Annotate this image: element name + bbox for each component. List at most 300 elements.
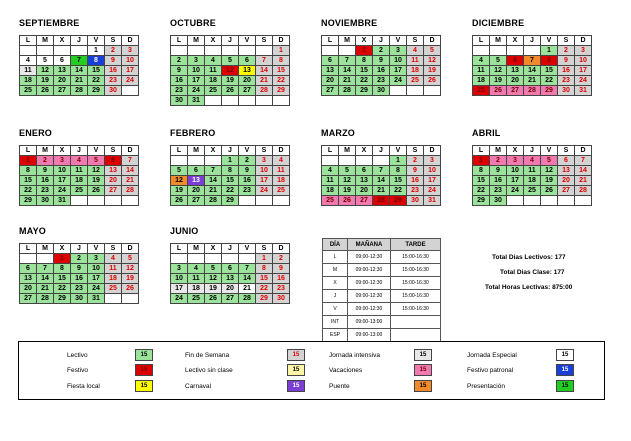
day-cell: 25 (20, 86, 37, 96)
empty-cell (37, 254, 54, 264)
day-cell: 20 (20, 284, 37, 294)
weekday-header: V (390, 36, 407, 46)
weekday-header: M (37, 146, 54, 156)
weekday-header: S (256, 36, 273, 46)
day-cell: 30 (37, 196, 54, 206)
day-cell: 5 (222, 56, 239, 66)
empty-cell (339, 46, 356, 56)
day-cell: 10 (424, 166, 441, 176)
day-cell: 10 (256, 166, 273, 176)
month-title: ABRIL (472, 128, 501, 138)
day-cell: 16 (558, 66, 575, 76)
day-cell: 17 (575, 66, 592, 76)
weekday-header: L (473, 36, 490, 46)
day-cell: 22 (20, 186, 37, 196)
day-cell: 15 (256, 274, 273, 284)
weekday-header: J (373, 36, 390, 46)
day-cell: 16 (37, 176, 54, 186)
weekday-header: M (490, 146, 507, 156)
weekday-header: X (54, 244, 71, 254)
day-cell: 11 (105, 264, 122, 274)
empty-cell (71, 196, 88, 206)
weekday-header: S (558, 36, 575, 46)
day-cell: 19 (88, 176, 105, 186)
day-cell: 22 (473, 186, 490, 196)
day-cell: 23 (407, 186, 424, 196)
weekday-header: X (507, 36, 524, 46)
day-cell: 28 (205, 196, 222, 206)
day-cell: 27 (239, 86, 256, 96)
day-cell: 10 (88, 264, 105, 274)
day-cell: 3 (390, 46, 407, 56)
day-cell: 28 (339, 86, 356, 96)
weekday-header: J (222, 244, 239, 254)
day-cell: 20 (54, 76, 71, 86)
weekday-header: M (188, 244, 205, 254)
empty-cell (222, 46, 239, 56)
weekday-header: X (356, 146, 373, 156)
weekday-header: V (390, 146, 407, 156)
day-cell: 17 (88, 274, 105, 284)
empty-cell (558, 196, 575, 206)
day-cell: 3 (122, 46, 139, 56)
day-cell: 11 (524, 166, 541, 176)
empty-cell (188, 254, 205, 264)
day-cell: 29 (222, 196, 239, 206)
day-cell: 8 (88, 56, 105, 66)
day-cell: 26 (424, 76, 441, 86)
day-cell: 22 (54, 284, 71, 294)
month-mayo (19, 225, 139, 304)
day-cell: 6 (54, 56, 71, 66)
day-cell: 4 (322, 166, 339, 176)
legend-label: Vacaciones (329, 367, 363, 374)
empty-cell (524, 46, 541, 56)
weekday-header: M (37, 36, 54, 46)
day-cell: 3 (188, 56, 205, 66)
day-cell: 6 (507, 56, 524, 66)
day-cell: 15 (273, 66, 290, 76)
day-cell: 8 (256, 264, 273, 274)
day-cell: 29 (541, 86, 558, 96)
empty-cell (205, 46, 222, 56)
day-cell: 25 (322, 196, 339, 206)
day-cell: 10 (54, 166, 71, 176)
weekday-header: S (407, 146, 424, 156)
weekday-header: S (256, 146, 273, 156)
month-noviembre (321, 17, 441, 96)
empty-cell (105, 294, 122, 304)
legend-label: Jornada intensiva (329, 352, 380, 359)
day-cell: 14 (256, 66, 273, 76)
empty-cell (490, 46, 507, 56)
empty-cell (256, 96, 273, 106)
day-cell: 13 (507, 66, 524, 76)
day-cell: 19 (171, 186, 188, 196)
day-cell: 7 (575, 156, 592, 166)
day-cell: 28 (122, 186, 139, 196)
legend-swatch: 15 (556, 349, 574, 361)
day-cell: 27 (54, 86, 71, 96)
day-cell: 29 (356, 86, 373, 96)
day-cell: 26 (37, 86, 54, 96)
day-cell: 16 (273, 274, 290, 284)
day-cell: 11 (205, 66, 222, 76)
day-cell: 22 (88, 76, 105, 86)
month-diciembre (472, 17, 592, 96)
empty-cell (507, 46, 524, 56)
day-cell: 21 (575, 176, 592, 186)
day-cell: 1 (356, 46, 373, 56)
day-cell: 18 (105, 274, 122, 284)
day-cell: 8 (20, 166, 37, 176)
day-cell: 22 (390, 186, 407, 196)
day-cell: 15 (356, 66, 373, 76)
total-dias-lectivos: Total Dias Lectivos: 177 (492, 254, 566, 261)
day-cell: 11 (273, 166, 290, 176)
day-cell: 4 (524, 156, 541, 166)
weekday-header: X (356, 36, 373, 46)
day-cell: 5 (171, 166, 188, 176)
day-cell: 17 (54, 176, 71, 186)
day-cell: 8 (222, 166, 239, 176)
day-cell: 23 (37, 186, 54, 196)
weekday-header: V (541, 146, 558, 156)
day-cell: 2 (37, 156, 54, 166)
empty-cell (239, 96, 256, 106)
day-cell: 31 (88, 294, 105, 304)
legend-swatch: 15 (287, 349, 305, 361)
weekday-header: D (122, 36, 139, 46)
day-cell: 19 (205, 284, 222, 294)
day-cell: 4 (105, 254, 122, 264)
weekday-header: L (322, 36, 339, 46)
legend-label: Fiesta local (67, 383, 100, 390)
day-cell: 7 (256, 56, 273, 66)
total-horas-lectivas: Total Horas Lectivas: 875:00 (485, 284, 573, 291)
month-title: FEBRERO (170, 128, 216, 138)
weekday-header: V (88, 146, 105, 156)
day-cell: 30 (71, 294, 88, 304)
day-cell: 16 (239, 176, 256, 186)
day-cell: 26 (490, 86, 507, 96)
day-cell: 21 (239, 284, 256, 294)
empty-cell (575, 196, 592, 206)
empty-cell (205, 96, 222, 106)
day-cell: 29 (88, 86, 105, 96)
weekday-header: J (373, 146, 390, 156)
weekday-header: D (273, 146, 290, 156)
day-cell: 15 (222, 176, 239, 186)
legend-label: Festivo patronal (467, 367, 514, 374)
legend-label: Presentación (467, 383, 505, 390)
day-cell: 20 (105, 176, 122, 186)
day-cell: 9 (407, 166, 424, 176)
empty-cell (88, 196, 105, 206)
day-cell: 21 (256, 76, 273, 86)
day-cell: 11 (473, 66, 490, 76)
day-cell: 13 (188, 176, 205, 186)
day-cell: 21 (339, 76, 356, 86)
day-cell: 8 (541, 56, 558, 66)
day-cell: 27 (20, 294, 37, 304)
day-cell: 4 (188, 264, 205, 274)
weekday-header: L (171, 146, 188, 156)
weekday-header: D (424, 146, 441, 156)
day-cell: 15 (20, 176, 37, 186)
day-cell: 15 (473, 176, 490, 186)
schedule-cell: 09:00-13:00 (348, 329, 391, 342)
day-cell: 14 (524, 66, 541, 76)
day-cell: 19 (490, 76, 507, 86)
day-cell: 16 (171, 76, 188, 86)
day-cell: 1 (256, 254, 273, 264)
day-cell: 2 (239, 156, 256, 166)
legend-swatch: 15 (135, 364, 153, 376)
day-cell: 24 (507, 186, 524, 196)
day-cell: 20 (222, 284, 239, 294)
day-cell: 14 (71, 66, 88, 76)
weekday-header: X (54, 146, 71, 156)
legend-swatch: 15 (414, 349, 432, 361)
day-cell: 17 (390, 66, 407, 76)
schedule-cell: X (323, 277, 348, 290)
empty-cell (122, 294, 139, 304)
empty-cell (122, 196, 139, 206)
day-cell: 10 (122, 56, 139, 66)
day-cell: 9 (558, 56, 575, 66)
day-cell: 23 (490, 186, 507, 196)
legend-label: Fin de Semana (185, 352, 230, 359)
day-cell: 16 (105, 66, 122, 76)
day-cell: 18 (273, 176, 290, 186)
day-cell: 22 (222, 186, 239, 196)
day-cell: 18 (188, 284, 205, 294)
day-cell: 3 (424, 156, 441, 166)
weekday-header: L (322, 146, 339, 156)
day-cell: 30 (558, 86, 575, 96)
day-cell: 26 (541, 186, 558, 196)
schedule-cell: 15:00-16:30 (391, 303, 441, 316)
empty-cell (322, 156, 339, 166)
day-cell: 13 (322, 66, 339, 76)
day-cell: 4 (20, 56, 37, 66)
day-cell: 24 (171, 294, 188, 304)
legend (18, 341, 605, 400)
empty-cell (171, 156, 188, 166)
day-cell: 21 (122, 176, 139, 186)
day-cell: 25 (524, 186, 541, 196)
empty-cell (239, 46, 256, 56)
day-cell: 22 (256, 284, 273, 294)
day-cell: 31 (575, 86, 592, 96)
day-cell: 18 (473, 76, 490, 86)
day-cell: 29 (20, 196, 37, 206)
day-cell: 7 (339, 56, 356, 66)
day-cell: 13 (105, 166, 122, 176)
schedule-cell: INT (323, 316, 348, 329)
day-cell: 12 (171, 176, 188, 186)
empty-cell (20, 254, 37, 264)
weekday-header: S (558, 146, 575, 156)
month-title: SEPTIEMBRE (19, 18, 80, 28)
day-cell: 3 (575, 46, 592, 56)
day-cell: 11 (188, 274, 205, 284)
schedule-cell (391, 316, 441, 329)
month-febrero (170, 127, 290, 206)
day-cell: 30 (490, 196, 507, 206)
day-cell: 8 (356, 56, 373, 66)
day-cell: 7 (205, 166, 222, 176)
day-cell: 19 (541, 176, 558, 186)
day-cell: 13 (20, 274, 37, 284)
day-cell: 6 (105, 156, 122, 166)
day-cell: 19 (122, 274, 139, 284)
weekday-header: M (490, 36, 507, 46)
day-cell: 30 (171, 96, 188, 106)
weekday-header: S (256, 244, 273, 254)
day-cell: 28 (256, 86, 273, 96)
empty-cell (424, 86, 441, 96)
day-cell: 11 (71, 166, 88, 176)
day-cell: 12 (490, 66, 507, 76)
empty-cell (105, 196, 122, 206)
day-cell: 1 (20, 156, 37, 166)
day-cell: 3 (171, 264, 188, 274)
day-cell: 27 (222, 294, 239, 304)
day-cell: 1 (88, 46, 105, 56)
day-cell: 14 (339, 66, 356, 76)
weekday-header: M (37, 244, 54, 254)
month-abril (472, 127, 592, 206)
empty-cell (273, 196, 290, 206)
weekday-header: V (239, 36, 256, 46)
day-cell: 21 (37, 284, 54, 294)
schedule-cell: 15:00-16:30 (391, 277, 441, 290)
day-cell: 23 (171, 86, 188, 96)
day-cell: 14 (239, 274, 256, 284)
empty-cell (273, 96, 290, 106)
schedule-cell: L (323, 251, 348, 264)
day-cell: 25 (205, 86, 222, 96)
day-cell: 14 (575, 166, 592, 176)
empty-cell (541, 196, 558, 206)
day-cell: 11 (407, 56, 424, 66)
day-cell: 23 (273, 284, 290, 294)
day-cell: 15 (54, 274, 71, 284)
day-cell: 17 (256, 176, 273, 186)
day-cell: 31 (54, 196, 71, 206)
empty-cell (188, 46, 205, 56)
day-cell: 28 (71, 86, 88, 96)
legend-swatch: 15 (414, 364, 432, 376)
weekday-header: L (473, 146, 490, 156)
day-cell: 13 (222, 274, 239, 284)
day-cell: 1 (222, 156, 239, 166)
weekday-header: V (88, 244, 105, 254)
day-cell: 12 (37, 66, 54, 76)
day-cell: 26 (222, 86, 239, 96)
schedule-cell: 09:00-12:30 (348, 264, 391, 277)
day-cell: 28 (373, 196, 390, 206)
day-cell: 19 (424, 66, 441, 76)
weekday-header: X (205, 146, 222, 156)
empty-cell (322, 46, 339, 56)
schedule-cell: ESP (323, 329, 348, 342)
weekday-header: M (188, 146, 205, 156)
day-cell: 17 (171, 284, 188, 294)
day-cell: 18 (205, 76, 222, 86)
legend-swatch: 15 (414, 380, 432, 392)
day-cell: 30 (273, 294, 290, 304)
day-cell: 24 (256, 186, 273, 196)
weekday-header: S (407, 36, 424, 46)
weekday-header: V (239, 244, 256, 254)
empty-cell (407, 86, 424, 96)
day-cell: 28 (239, 294, 256, 304)
schedule-cell: 15:00-16:30 (391, 251, 441, 264)
empty-cell (390, 86, 407, 96)
day-cell: 3 (54, 156, 71, 166)
day-cell: 25 (407, 76, 424, 86)
day-cell: 16 (407, 176, 424, 186)
legend-label: Carnaval (185, 383, 212, 390)
day-cell: 25 (188, 294, 205, 304)
empty-cell (205, 254, 222, 264)
day-cell: 7 (122, 156, 139, 166)
legend-swatch: 15 (287, 364, 305, 376)
weekday-header: L (20, 244, 37, 254)
day-cell: 24 (122, 76, 139, 86)
day-cell: 9 (71, 264, 88, 274)
day-cell: 17 (122, 66, 139, 76)
weekday-header: D (122, 146, 139, 156)
day-cell: 24 (188, 86, 205, 96)
day-cell: 10 (171, 274, 188, 284)
day-cell: 19 (222, 76, 239, 86)
month-septiembre (19, 17, 139, 96)
empty-cell (524, 196, 541, 206)
schedule-cell (391, 329, 441, 342)
empty-cell (205, 156, 222, 166)
weekday-header: J (524, 36, 541, 46)
day-cell: 24 (575, 76, 592, 86)
day-cell: 21 (524, 76, 541, 86)
day-cell: 30 (407, 196, 424, 206)
weekday-header: J (71, 36, 88, 46)
day-cell: 29 (390, 196, 407, 206)
weekday-header: D (273, 36, 290, 46)
weekday-header: J (524, 146, 541, 156)
day-cell: 2 (490, 156, 507, 166)
day-cell: 20 (239, 76, 256, 86)
day-cell: 11 (322, 176, 339, 186)
legend-swatch: 15 (556, 364, 574, 376)
day-cell: 22 (273, 76, 290, 86)
weekday-header: L (20, 146, 37, 156)
schedule-header: TARDE (391, 239, 441, 251)
schedule-cell: 09:00-12:30 (348, 277, 391, 290)
month-title: ENERO (19, 128, 53, 138)
empty-cell (122, 86, 139, 96)
schedule-cell: 15:00-16:30 (391, 290, 441, 303)
day-cell: 26 (88, 186, 105, 196)
day-cell: 8 (54, 264, 71, 274)
schedule-cell: 09:00-12:30 (348, 251, 391, 264)
empty-cell (171, 46, 188, 56)
day-cell: 15 (541, 66, 558, 76)
empty-cell (222, 96, 239, 106)
